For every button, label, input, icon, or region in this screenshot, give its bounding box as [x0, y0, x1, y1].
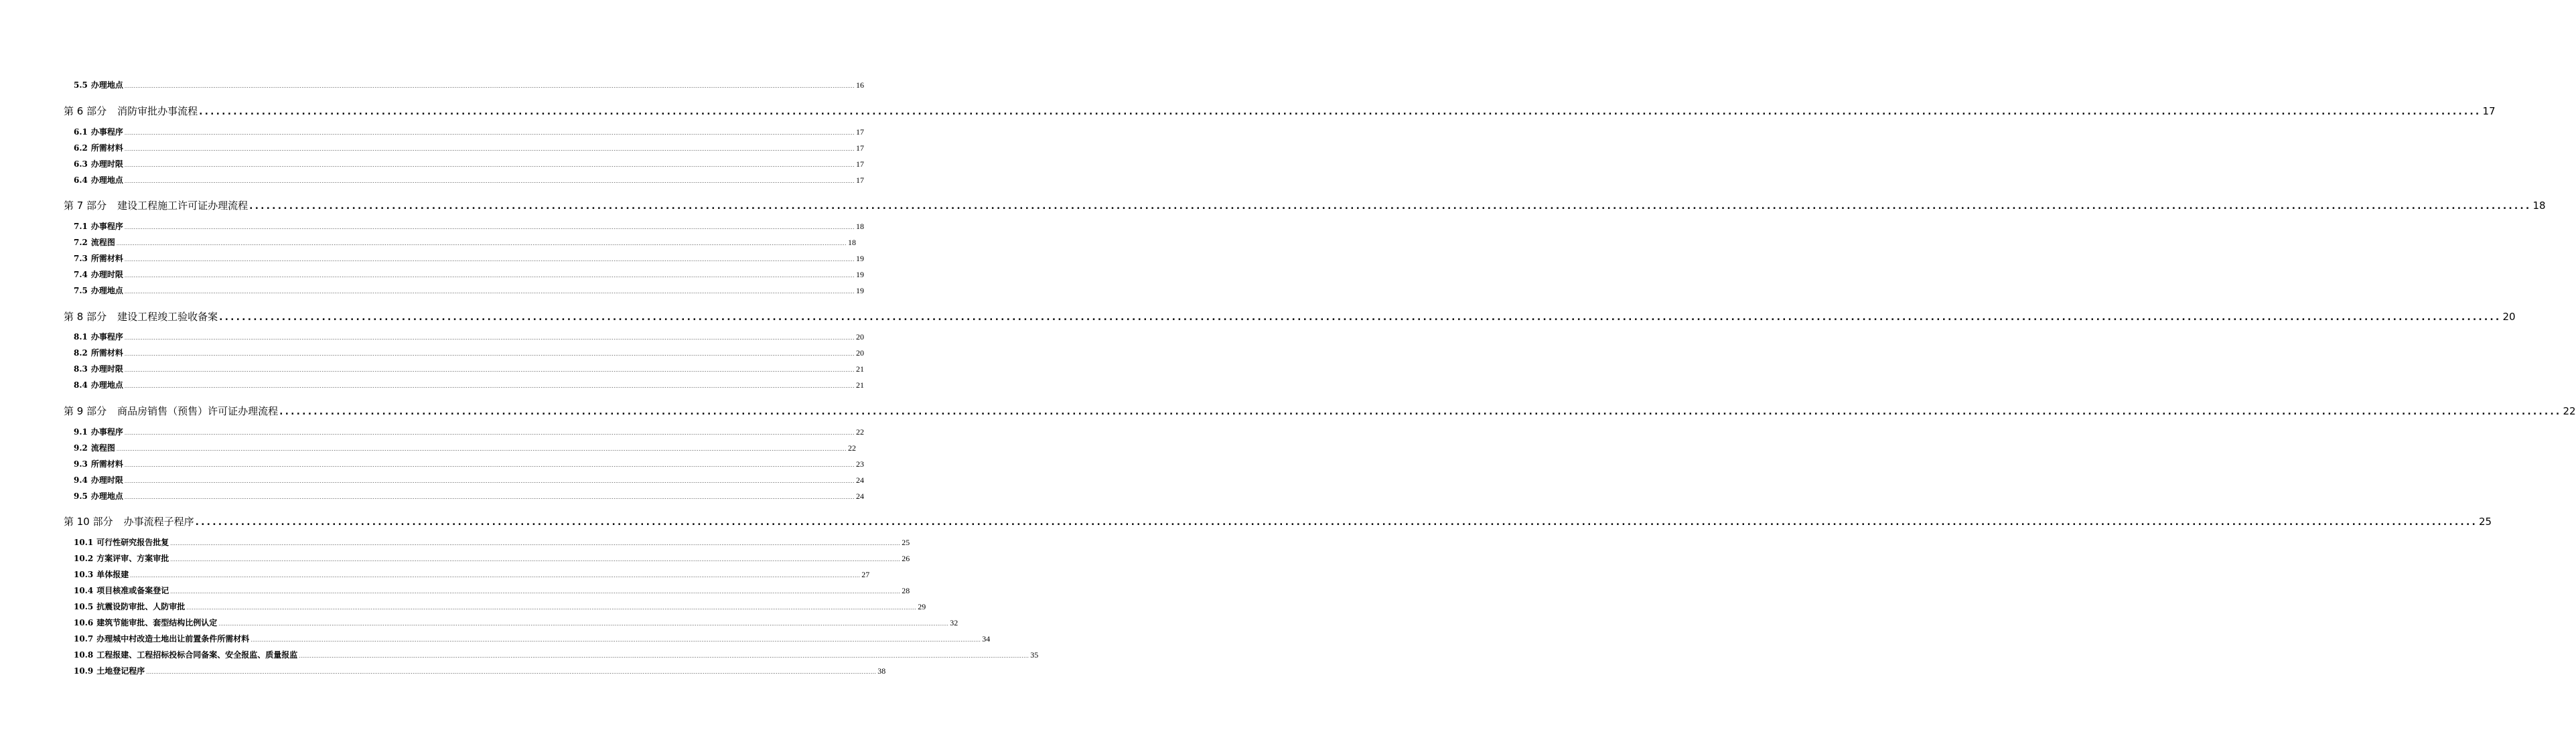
toc-dot-leader: ................................................................................................................................................................................................................................................................................................................................................................................................................ [124, 147, 855, 152]
toc-page-number: 18 [847, 238, 856, 247]
toc-dot-leader: ................................................................................................................................................................................................................................................................................................................................................................................................................ [219, 312, 2502, 323]
toc-entry-number: 7.1 [74, 222, 88, 231]
toc-entry-title: 办理地点 [90, 80, 123, 90]
toc-dot-leader: ................................................................................................................................................................................................................................................................................................................................................................................................................ [218, 621, 949, 627]
toc-section-entry[interactable] [74, 490, 864, 502]
toc-dot-leader: ................................................................................................................................................................................................................................................................................................................................................................................................................ [124, 163, 855, 168]
toc-entry-title: 办理时限 [90, 364, 123, 374]
toc-section-entry[interactable] [74, 458, 864, 469]
toc-page-number: 17 [855, 159, 864, 169]
toc-dot-leader: ................................................................................................................................................................................................................................................................................................................................................................................................................ [124, 273, 855, 279]
toc-entry-number: 6.2 [74, 143, 88, 153]
toc-page-number: 17 [855, 127, 864, 137]
toc-dot-leader: ................................................................................................................................................................................................................................................................................................................................................................................................................ [170, 557, 901, 562]
toc-page-number: 22 [2563, 405, 2576, 417]
toc-page-number: 18 [855, 222, 864, 231]
toc-entry-title: 所需材料 [90, 348, 123, 358]
toc-page-number: 22 [847, 443, 856, 453]
toc-page-number: 17 [855, 175, 864, 185]
toc-section-entry[interactable] [74, 426, 864, 437]
toc-dot-leader: ................................................................................................................................................................................................................................................................................................................................................................................................................ [124, 257, 855, 262]
toc-entry-title: 商品房销售（预售）许可证办理流程 [117, 405, 279, 417]
toc-entry-number: 7.5 [74, 286, 88, 295]
toc-dot-leader: ................................................................................................................................................................................................................................................................................................................................................................................................................ [170, 541, 901, 546]
toc-page-number: 38 [877, 666, 886, 676]
toc-page-number: 21 [855, 380, 864, 390]
toc-section-entry[interactable] [74, 79, 864, 90]
toc-section-entry[interactable] [74, 442, 856, 453]
toc-section-entry[interactable] [74, 269, 864, 280]
toc-dot-leader: ................................................................................................................................................................................................................................................................................................................................................................................................................ [124, 289, 855, 295]
toc-dot-leader: ................................................................................................................................................................................................................................................................................................................................................................................................................ [251, 637, 981, 643]
toc-page-number: 24 [855, 475, 864, 485]
toc-section-entry[interactable] [74, 363, 864, 374]
toc-entry-title: 方案评审、方案审批 [96, 554, 169, 563]
toc-entry-title: 办事流程子程序 [123, 516, 194, 528]
toc-entry-title: 抗震设防审批、人防审批 [96, 602, 186, 611]
toc-page-number: 19 [855, 254, 864, 263]
toc-entry-title: 办理地点 [90, 492, 123, 501]
toc-section-entry[interactable] [74, 536, 910, 548]
toc-section-entry[interactable] [74, 252, 864, 264]
toc-section-entry[interactable] [74, 220, 864, 232]
toc-part-entry[interactable] [64, 404, 2576, 418]
toc-entry-title: 办事程序 [90, 332, 123, 342]
toc-entry-title: 建设工程竣工验收备案 [117, 311, 218, 323]
toc-entry-number: 第 9 部分 [64, 405, 107, 417]
toc-entry-title: 办理城中村改造土地出让前置条件所需材料 [96, 634, 250, 644]
toc-section-entry[interactable] [74, 601, 926, 612]
toc-entry-number: 8.4 [74, 380, 88, 390]
toc-dot-leader: ................................................................................................................................................................................................................................................................................................................................................................................................................ [116, 447, 847, 452]
toc-dot-leader: ................................................................................................................................................................................................................................................................................................................................................................................................................ [124, 179, 855, 184]
toc-dot-leader: ................................................................................................................................................................................................................................................................................................................................................................................................................ [116, 241, 847, 246]
toc-page-number: 17 [2482, 105, 2496, 117]
toc-section-entry[interactable] [74, 569, 870, 580]
toc-entry-title: 土地登记程序 [96, 666, 145, 676]
toc-entry-number: 8.1 [74, 332, 88, 342]
toc-entry-number: 8.3 [74, 364, 88, 374]
toc-dot-leader: ................................................................................................................................................................................................................................................................................................................................................................................................................ [249, 201, 2532, 212]
toc-dot-leader: ................................................................................................................................................................................................................................................................................................................................................................................................................ [124, 431, 855, 436]
toc-dot-leader: ................................................................................................................................................................................................................................................................................................................................................................................................................ [124, 84, 855, 89]
toc-entry-title: 办事程序 [90, 127, 123, 137]
toc-page-number: 21 [855, 364, 864, 374]
toc-entry-number: 第 6 部分 [64, 105, 107, 117]
toc-section-entry[interactable] [74, 665, 886, 676]
toc-dot-leader: ................................................................................................................................................................................................................................................................................................................................................................................................................ [124, 384, 855, 389]
toc-dot-leader: ................................................................................................................................................................................................................................................................................................................................................................................................................ [124, 131, 855, 136]
toc-dot-leader: ................................................................................................................................................................................................................................................................................................................................................................................................................ [299, 654, 1029, 659]
toc-entry-number: 9.4 [74, 475, 88, 485]
toc-section-entry[interactable] [74, 126, 864, 137]
toc-entry-number: 6.3 [74, 159, 88, 169]
toc-dot-leader: ................................................................................................................................................................................................................................................................................................................................................................................................................ [195, 517, 2478, 528]
toc-dot-leader: ................................................................................................................................................................................................................................................................................................................................................................................................................ [124, 352, 855, 357]
toc-entry-title: 办理时限 [90, 270, 123, 279]
toc-entry-title: 单体报建 [96, 570, 129, 579]
toc-entry-number: 10.7 [74, 634, 94, 644]
toc-dot-leader: ................................................................................................................................................................................................................................................................................................................................................................................................................ [279, 406, 2562, 417]
toc-section-entry[interactable] [74, 174, 864, 185]
toc-entry-number: 10.3 [74, 570, 94, 579]
toc-page-number: 18 [2532, 200, 2546, 212]
toc-entry-number: 10.9 [74, 666, 94, 676]
toc-part-entry[interactable] [64, 514, 2492, 528]
toc-dot-leader: ................................................................................................................................................................................................................................................................................................................................................................................................................ [146, 670, 877, 675]
toc-part-entry[interactable] [64, 198, 2546, 212]
toc-page-number: 20 [2502, 311, 2516, 323]
toc-entry-title: 办理地点 [90, 380, 123, 390]
toc-entry-title: 所需材料 [90, 459, 123, 469]
toc-entry-number: 10.5 [74, 602, 94, 611]
toc-entry-title: 办事程序 [90, 427, 123, 437]
toc-entry-number: 第 7 部分 [64, 200, 107, 212]
toc-entry-number: 第 10 部分 [64, 516, 113, 528]
toc-section-entry[interactable] [74, 158, 864, 169]
toc-page-number: 32 [950, 618, 958, 627]
toc-entry-number: 10.1 [74, 538, 94, 547]
toc-entry-title: 办理地点 [90, 286, 123, 295]
toc-section-entry[interactable] [74, 331, 864, 342]
toc-entry-number: 8.2 [74, 348, 88, 358]
toc-dot-leader: ................................................................................................................................................................................................................................................................................................................................................................................................................ [199, 106, 2482, 117]
toc-entry-title: 建筑节能审批、套型结构比例认定 [96, 618, 218, 627]
toc-page-number: 28 [902, 586, 910, 595]
toc-dot-leader: ................................................................................................................................................................................................................................................................................................................................................................................................................ [124, 368, 855, 373]
toc-entry-title: 办理时限 [90, 159, 123, 169]
toc-entry-number: 6.4 [74, 175, 88, 185]
toc-dot-leader: ................................................................................................................................................................................................................................................................................................................................................................................................................ [124, 495, 855, 500]
toc-entry-number: 7.3 [74, 254, 88, 263]
toc-entry-number: 10.2 [74, 554, 94, 563]
toc-dot-leader: ................................................................................................................................................................................................................................................................................................................................................................................................................ [124, 479, 855, 484]
toc-entry-title: 可行性研究报告批复 [96, 538, 169, 547]
toc-page-number: 20 [855, 332, 864, 342]
toc-page-number: 26 [902, 554, 910, 563]
toc-page-number: 17 [855, 143, 864, 153]
toc-entry-number: 7.2 [74, 238, 88, 247]
toc-page-number: 16 [855, 80, 864, 90]
toc-page-number: 19 [855, 270, 864, 279]
toc-entry-title: 建设工程施工许可证办理流程 [117, 200, 248, 212]
toc-entry-title: 工程报建、工程招标投标合同备案、安全报监、质量报监 [96, 650, 298, 660]
toc-section-entry[interactable] [74, 142, 864, 153]
toc-page-number: 25 [2478, 516, 2492, 528]
toc-page-number: 34 [982, 634, 991, 644]
toc-dot-leader: ................................................................................................................................................................................................................................................................................................................................................................................................................ [124, 225, 855, 230]
toc-entry-number: 5.5 [74, 80, 88, 90]
toc-entry-number: 10.4 [74, 586, 94, 595]
toc-dot-leader: ................................................................................................................................................................................................................................................................................................................................................................................................................ [186, 605, 917, 611]
toc-section-entry[interactable] [74, 617, 958, 628]
toc-section-entry[interactable] [74, 347, 864, 358]
toc-section-entry[interactable] [74, 633, 991, 644]
toc-page-number: 24 [855, 492, 864, 501]
toc-entry-title: 所需材料 [90, 254, 123, 263]
toc-dot-leader: ................................................................................................................................................................................................................................................................................................................................................................................................................ [130, 573, 861, 579]
toc-part-entry[interactable] [64, 104, 2496, 118]
toc-entry-number: 7.4 [74, 270, 88, 279]
toc-section-entry[interactable] [74, 552, 910, 564]
toc-entry-number: 10.6 [74, 618, 94, 627]
toc-entry-title: 办理时限 [90, 475, 123, 485]
toc-entry-title: 流程图 [90, 443, 115, 453]
toc-page-number: 22 [855, 427, 864, 437]
toc-page-number: 20 [855, 348, 864, 358]
toc-section-entry[interactable] [74, 474, 864, 485]
toc-entry-number: 第 8 部分 [64, 311, 107, 323]
toc-entry-title: 流程图 [90, 238, 115, 247]
toc-page-number: 25 [902, 538, 910, 547]
toc-entry-title: 消防审批办事流程 [117, 105, 198, 117]
toc-page-number: 19 [855, 286, 864, 295]
toc-entry-number: 9.2 [74, 443, 88, 453]
toc-page-number: 35 [1030, 650, 1039, 660]
toc-page-number: 27 [861, 570, 870, 579]
toc-entry-title: 办事程序 [90, 222, 123, 231]
toc-page-number: 29 [918, 602, 926, 611]
toc-entry-number: 9.3 [74, 459, 88, 469]
toc-section-entry[interactable] [74, 585, 910, 596]
toc-entry-title: 所需材料 [90, 143, 123, 153]
toc-entry-number: 9.1 [74, 427, 88, 437]
toc-entry-title: 项目核准或备案登记 [96, 586, 169, 595]
toc-page-number: 23 [855, 459, 864, 469]
toc-dot-leader: ................................................................................................................................................................................................................................................................................................................................................................................................................ [124, 335, 855, 341]
toc-entry-title: 办理地点 [90, 175, 123, 185]
toc-entry-number: 9.5 [74, 492, 88, 501]
toc-section-entry[interactable] [74, 649, 1039, 660]
toc-entry-number: 10.8 [74, 650, 94, 660]
toc-part-entry[interactable] [64, 309, 2516, 323]
toc-section-entry[interactable] [74, 285, 864, 296]
toc-section-entry[interactable] [74, 379, 864, 390]
toc-dot-leader: ................................................................................................................................................................................................................................................................................................................................................................................................................ [170, 589, 901, 595]
toc-section-entry[interactable] [74, 236, 856, 248]
toc-dot-leader: ................................................................................................................................................................................................................................................................................................................................................................................................................ [124, 463, 855, 468]
toc-entry-number: 6.1 [74, 127, 88, 137]
